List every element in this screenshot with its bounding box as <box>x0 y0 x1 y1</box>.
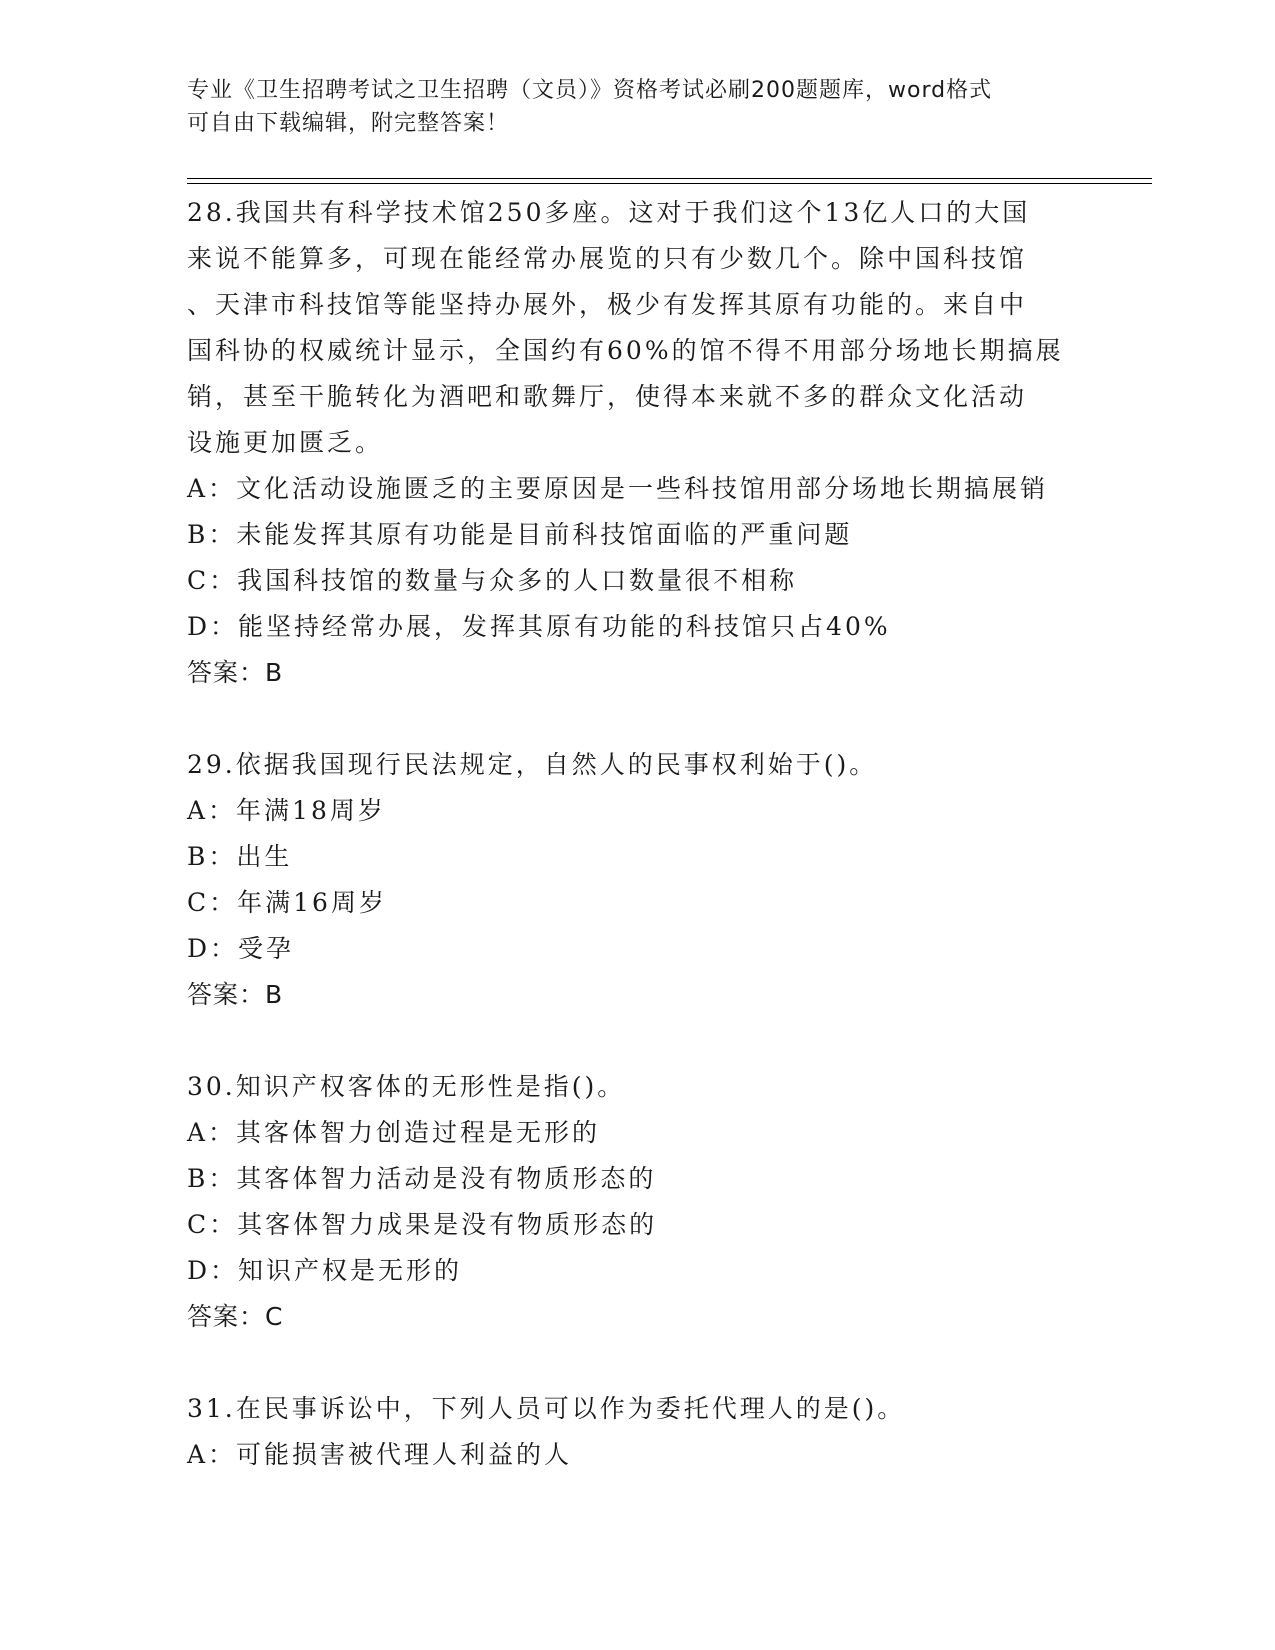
header-line-1: 专业《卫生招聘考试之卫生招聘（文员）》资格考试必刷200题题库，word格式 <box>187 78 993 103</box>
header-rule-bottom <box>187 183 1152 184</box>
header-rule-top <box>187 178 1152 179</box>
question-stem-line: 设施更加匮乏。 <box>187 428 384 457</box>
question-stem-line: 30.知识产权客体的无形性是指()。 <box>187 1072 626 1101</box>
document-header <box>187 74 1087 140</box>
option-a: A：文化活动设施匮乏的主要原因是一些科技馆用部分场地长期搞展销 <box>187 474 1049 503</box>
option-b: B：其客体智力活动是没有物质形态的 <box>187 1164 657 1193</box>
answer: 答案：B <box>187 980 284 1009</box>
answer: 答案：B <box>187 658 284 687</box>
option-d: D：能坚持经常办展，发挥其原有功能的科技馆只占40% <box>187 612 891 641</box>
question-31 <box>187 1386 1087 1478</box>
question-stem-line: 国科协的权威统计显示，全国约有60%的馆不得不用部分场地长期搞展 <box>187 336 1064 365</box>
question-list <box>187 190 1087 1478</box>
question-stem-line: 31.在民事诉讼中，下列人员可以作为委托代理人的是()。 <box>187 1394 906 1423</box>
option-a: A：其客体智力创造过程是无形的 <box>187 1118 601 1147</box>
option-c: C：我国科技馆的数量与众多的人口数量很不相称 <box>187 566 798 595</box>
spacer <box>187 1340 1087 1386</box>
question-29 <box>187 742 1087 1018</box>
option-d: D：受孕 <box>187 934 295 963</box>
question-30 <box>187 1064 1087 1340</box>
question-stem-line: 28.我国共有科学技术馆250多座。这对于我们这个13亿人口的大国 <box>187 198 1031 227</box>
option-c: C：其客体智力成果是没有物质形态的 <box>187 1210 658 1239</box>
spacer <box>187 696 1087 742</box>
option-d: D：知识产权是无形的 <box>187 1256 463 1285</box>
answer: 答案：C <box>187 1302 284 1331</box>
option-a: A：可能损害被代理人利益的人 <box>187 1440 573 1469</box>
option-a: A：年满18周岁 <box>187 796 386 825</box>
option-b: B：未能发挥其原有功能是目前科技馆面临的严重问题 <box>187 520 853 549</box>
question-stem-line: 、天津市科技馆等能坚持办展外，极少有发挥其原有功能的。来自中 <box>187 290 1028 319</box>
question-stem-line: 来说不能算多，可现在能经常办展览的只有少数几个。除中国科技馆 <box>187 244 1028 273</box>
question-stem-line: 29.依据我国现行民法规定，自然人的民事权利始于()。 <box>187 750 878 779</box>
header-line-2: 可自由下载编辑，附完整答案！ <box>187 111 510 136</box>
option-b: B：出生 <box>187 842 293 871</box>
question-stem-line: 销，甚至干脆转化为酒吧和歌舞厅，使得本来就不多的群众文化活动 <box>187 382 1028 411</box>
spacer <box>187 1018 1087 1064</box>
question-28 <box>187 190 1087 696</box>
option-c: C：年满16周岁 <box>187 888 387 917</box>
